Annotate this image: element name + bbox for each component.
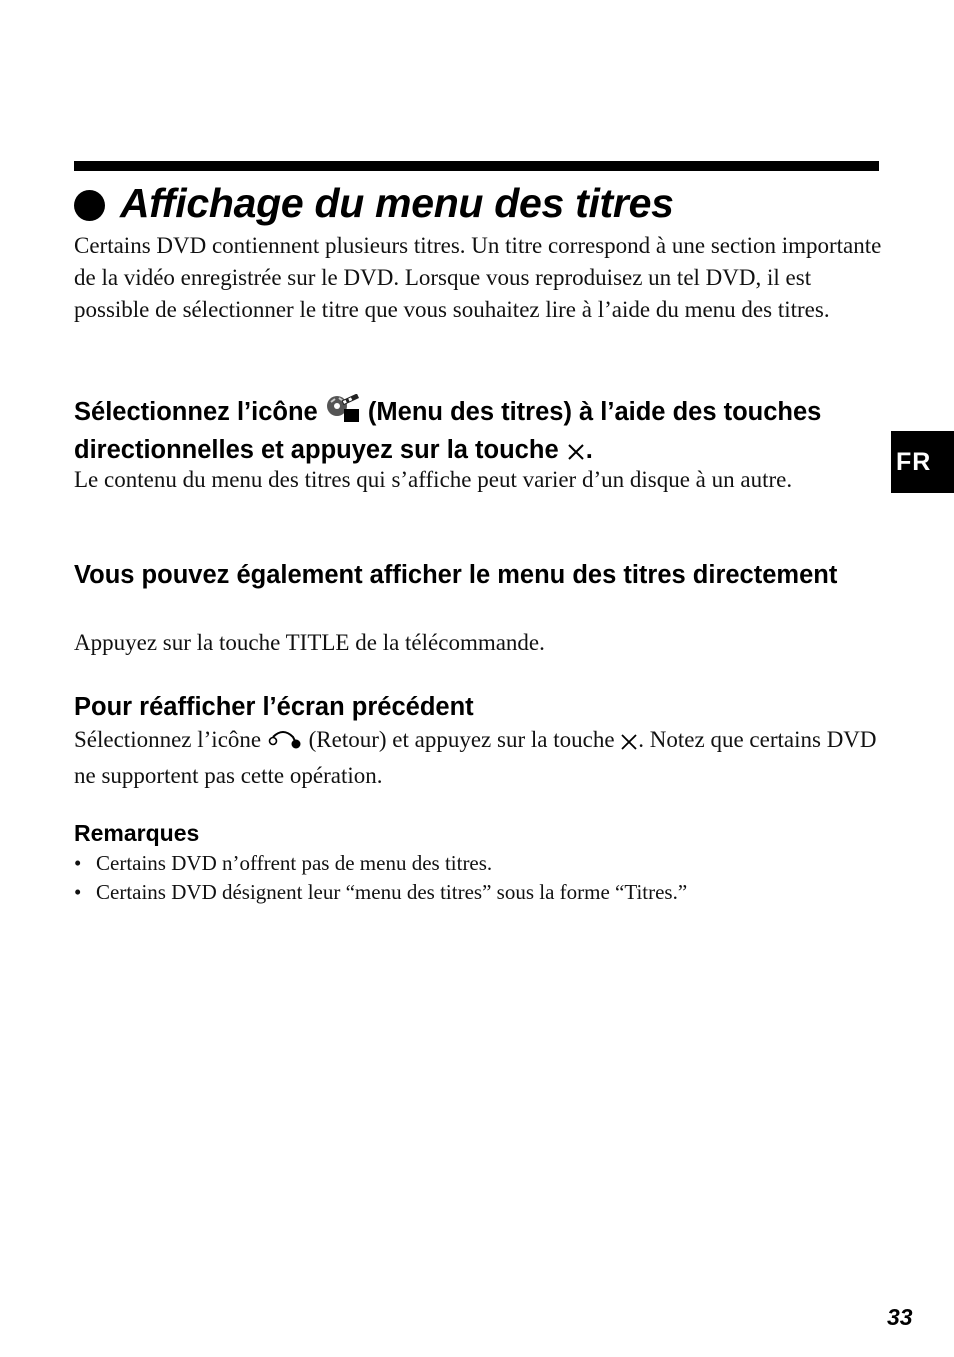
- list-item: [74, 849, 687, 878]
- direct-heading: Vous pouvez également afficher le menu des titres directement: [74, 561, 838, 589]
- title-menu-icon: [325, 394, 361, 433]
- notes-list: [74, 849, 687, 907]
- step-heading-end: .: [585, 436, 593, 464]
- note-text: Certains DVD n’offrent pas de menu des titres.: [96, 851, 493, 875]
- language-tab: [891, 431, 954, 493]
- list-item: [74, 878, 687, 907]
- bullet-icon: •: [74, 851, 82, 875]
- back-body-part-1: Sélectionnez l’icône: [74, 727, 262, 752]
- back-body: [74, 724, 884, 792]
- step-heading-part-1: Sélectionnez l’icône: [74, 398, 318, 426]
- direct-body: Appuyez sur la touche TITLE de la télécommande.: [74, 630, 545, 655]
- bullet-icon: •: [74, 880, 82, 904]
- section-rule: [74, 161, 879, 171]
- section-title: Affichage du menu des titres: [120, 180, 674, 226]
- back-body-part-2: (Retour) et appuyez sur la touche: [308, 727, 615, 752]
- back-body-part-3: . Notez que certains DVD ne supportent pas cette opération.: [74, 727, 877, 788]
- section-title-row: [74, 180, 674, 227]
- notes-heading: Remarques: [74, 820, 200, 846]
- intro-paragraph: Certains DVD contiennent plusieurs titres. Un titre correspond à une section importante de la vidéo enregistrée sur le DVD. Lorsque vous reproduisez un tel DVD, il est possible de sélectionner le titre que vous souhaitez lire à l’aide du menu des titres.: [74, 233, 882, 322]
- return-icon: [267, 728, 303, 760]
- step-heading: [74, 394, 884, 471]
- step-body: Le contenu du menu des titres qui s’affiche peut varier d’un disque à un autre.: [74, 467, 793, 492]
- page-number: 33: [887, 1304, 913, 1330]
- cross-button-icon: [620, 728, 638, 760]
- step-heading-part-2: (Menu des titres) à l’aide des touches directionnelles et appuyez sur la touche: [74, 398, 822, 464]
- title-bullet-icon: [74, 190, 105, 221]
- note-text: Certains DVD désignent leur “menu des titres” sous la forme “Titres.”: [96, 880, 688, 904]
- language-tab-label: FR: [896, 447, 932, 476]
- back-heading: Pour réafficher l’écran précédent: [74, 693, 474, 721]
